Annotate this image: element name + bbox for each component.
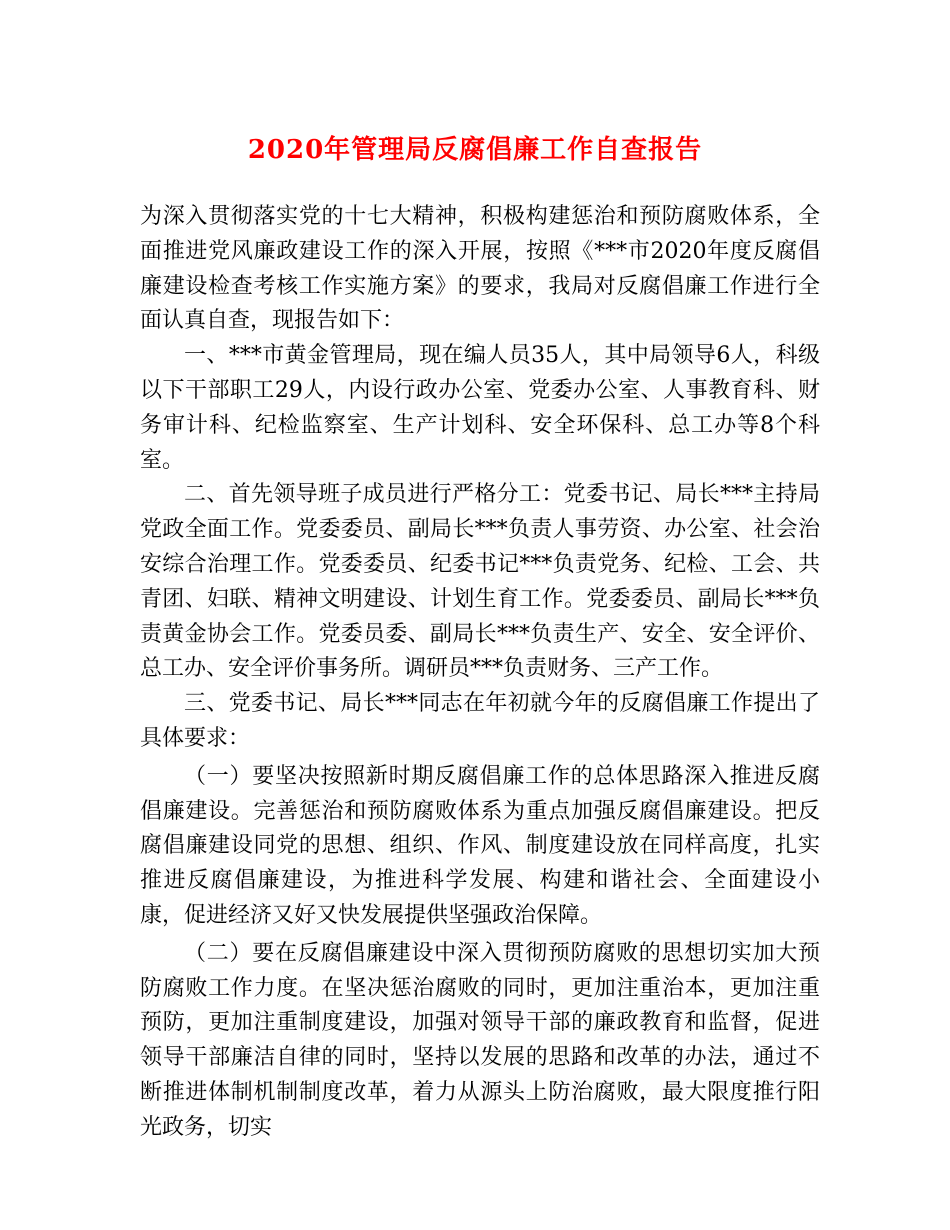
document-body xyxy=(140,200,820,1146)
paragraph-subsection-2: （二）要在反腐倡廉建设中深入贯彻预防腐败的思想切实加大预防腐败工作力度。在坚决惩治腐败的同时，更加注重治本，更加注重预防，更加注重制度建设，加强对领导干部的廉政教育和监督，促进领导干部廉洁自律的同时，坚持以发展的思路和改革的办法，通过不断推进体制机制制度改革，着力从源头上防治腐败，最大限度推行阳光政务，切实 xyxy=(140,940,820,1140)
paragraph-section-1: 一、***市黄金管理局，现在编人员35人，其中局领导6人，科级以下干部职工29人，内设行政办公室、党委办公室、人事教育科、财务审计科、纪检监察室、生产计划科、安全环保科、总工办等8个科室。 xyxy=(140,343,820,473)
document-title: 2020年管理局反腐倡廉工作自查报告 xyxy=(247,135,703,165)
paragraph-section-2: 二、首先领导班子成员进行严格分工：党委书记、局长***主持局党政全面工作。党委委员、副局长***负责人事劳资、办公室、社会治安综合治理工作。党委委员、纪委书记***负责党务、纪检、工会、共青团、妇联、精神文明建设、计划生育工作。党委委员、副局长***负责黄金协会工作。党委员委、副局长***负责生产、安全、安全评价、总工办、安全评价事务所。调研员***负责财务、三产工作。 xyxy=(140,482,820,682)
paragraph-intro: 为深入贯彻落实党的十七大精神，积极构建惩治和预防腐败体系，全面推进党风廉政建设工作的深入开展，按照《***市2020年度反腐倡廉建设检查考核工作实施方案》的要求，我局对反腐倡廉工作进行全面认真自查，现报告如下： xyxy=(140,204,820,334)
paragraph-subsection-1: （一）要坚决按照新时期反腐倡廉工作的总体思路深入推进反腐倡廉建设。完善惩治和预防腐败体系为重点加强反腐倡廉建设。把反腐倡廉建设同党的思想、组织、作风、制度建设放在同样高度，扎实推进反腐倡廉建设，为推进科学发展、构建和谐社会、全面建设小康，促进经济又好又快发展提供坚强政治保障。 xyxy=(140,763,820,928)
paragraph-section-3: 三、党委书记、局长***同志在年初就今年的反腐倡廉工作提出了具体要求： xyxy=(140,691,820,751)
